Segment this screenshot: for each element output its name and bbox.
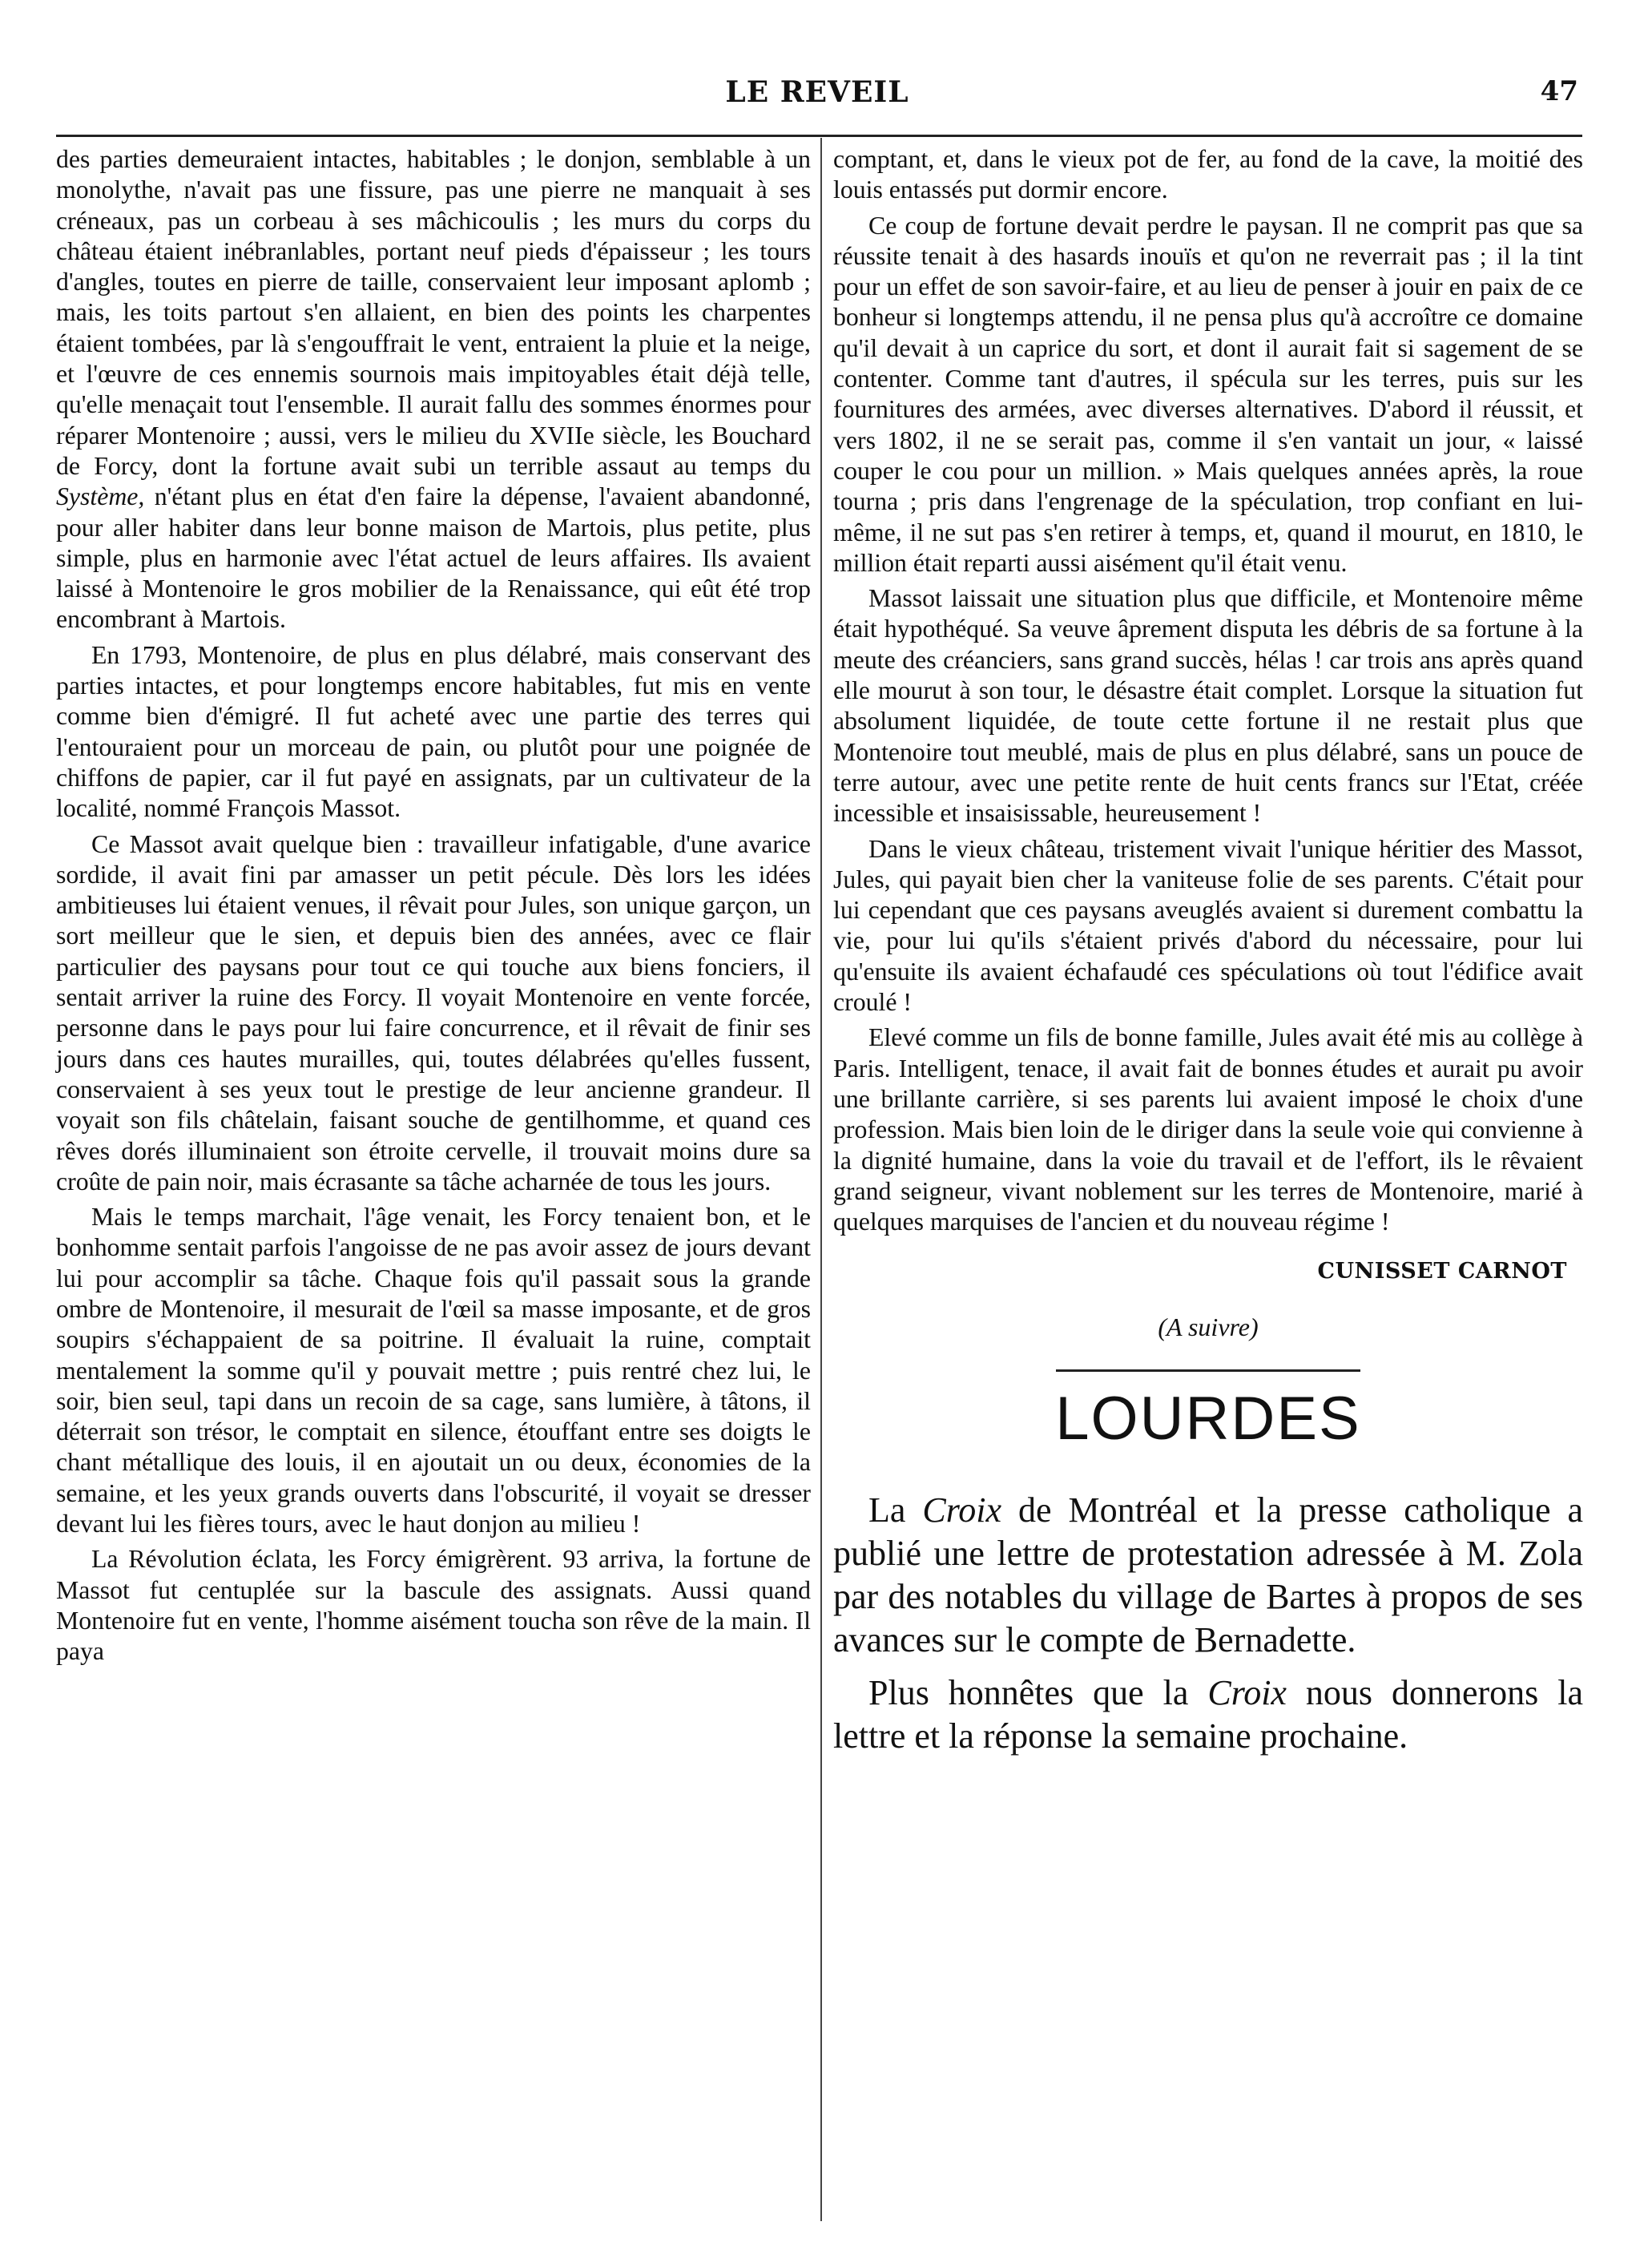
text-run: n'étant plus en état d'en faire la dépense, l'avaient abandonné, pour aller habiter dans leur bonne maison de Martois, plus petite, plus simple, plus en harmonie avec l'état actuel de leurs affaires. Ils avaient laissé à Montenoire le gros mobilier de la Renaissance, qui eût été trop encombrant à Martois. (56, 482, 812, 634)
italic-text: Système, (56, 482, 145, 511)
to-be-continued: (A suivre) (1158, 1312, 1259, 1341)
text-run: des parties demeuraient intactes, habitables ; le donjon, semblable à un monolythe, n'avait pas une fissure, pas une pierre ne manquait à ses créneaux, pas un corbeau à ses mâchicoulis ; les murs du corps du château étaient inébranlables, portant neuf pieds d'épaisseur ; les tours d'angles, toutes en pierre de taille, conservaient leur imposant aplomb ; mais, les toits partout s'en allaient, en bien des points les charpentes étaient tombées, par là s'engouffrait le vent, entraient la pluie et la neige, et l'œuvre de ces ennemis sournois mais impitoyables était déjà telle, qu'elle menaçait tout l'ensemble. Il aurait fallu des sommes énormes pour réparer Montenoire ; aussi, vers le milieu du XVIIe siècle, les Bouchard de Forcy, dont la fortune avait subi un terrible assaut au temps du (56, 145, 811, 480)
paragraph: La Révolution éclata, les Forcy émigrèrent. 93 arriva, la fortune de Massot fut centuplée sur la bascule des assignats. Aussi quand Montenoire fut en vente, l'homme aisément toucha son rêve de la main. Il paya (56, 1545, 811, 1666)
column-divider (820, 138, 822, 2221)
paragraph (833, 1671, 1583, 1758)
paragraph: Ce Massot avait quelque bien : travailleur infatigable, d'une avarice sordide, il avait fini par amasser un petit pécule. Dès lors les idées ambitieuses lui étaient venues, il rêvait pour Jules, son unique garçon, un sort meilleur que le sien, et depuis bien des années, avec ce flair particulier des paysans pour tout ce qui touche aux biens fonciers, il sentait arriver la ruine des Forcy. Il voyait Montenoire en vente forcée, personne dans le pays pour lui faire concurrence, et il rêvait de finir ses jours dans ces hautes murailles, qui, toutes délabrées qu'elles fussent, conservaient à ses yeux tout le prestige de leur ancienne grandeur. Il voyait son fils châtelain, faisant souche de gentilhomme, et quand ces rêves dorés illuminaient son étroite cervelle, il trouvait moins dure sa croûte de pain noir, mais écrasante sa tâche acharnée de tous les jours. (56, 829, 811, 1196)
italic-text: Croix (922, 1490, 1001, 1530)
paragraph: Massot laissait une situation plus que difficile, et Montenoire même était hypothéqué. Sa veuve âprement disputa les débris de sa fortune à la meute des créanciers, sans grand succès, hélas ! car trois ans après quand elle mourut à son tour, le désastre était complet. Lorsque la situation fut absolument liquidée, de toute cette fortune il ne restait plus que Montenoire tout meublé, mais de plus en plus délabré, sans un pouce de terre autour, avec une petite rente de huit cents francs sur l'Etat, créée incessible et insaisissable, heureusement ! (833, 584, 1583, 828)
italic-text: Croix (1207, 1672, 1287, 1712)
text-run: nous donnerons la lettre et la réponse la semaine prochaine. (833, 1672, 1584, 1756)
section-title: LOURDES (1055, 1384, 1361, 1453)
paragraph (56, 144, 811, 635)
page-header (56, 75, 1578, 123)
header-rule (56, 135, 1582, 137)
paragraph: Ce coup de fortune devait perdre le paysan. Il ne comprit pas que sa réussite tenait à des hasards inouïs et qu'on ne reverrait pas ; il la tint pour un effet de son savoir-faire, et au lieu de penser à jouir en paix de ce bonheur si longtemps attendu, il ne pensa plus qu'à accroître ce domaine qu'il devait à un caprice du sort, et dont il aurait fait si sagement de se contenter. Comme tant d'autres, il spécula sur les terres, puis sur les fournitures des armées, avec diverses alternatives. D'abord il réussit, et vers 1802, il ne se serait pas, comme il s'en vantait un jour, « laissé couper le cou pour un million. » Mais quelques années après, la roue tourna ; pris dans l'engrenage de la spéculation, trop confiant en lui-même, il ne sut pas s'en retirer à temps, et, quand il mourut, en 1810, le million était reparti aussi aisément qu'il était venu. (833, 211, 1583, 577)
paragraph (833, 1489, 1583, 1662)
paragraph: En 1793, Montenoire, de plus en plus délabré, mais conservant des parties intactes, et pour longtemps encore habitables, fut mis en vente comme bien d'émigré. Il fut acheté avec une partie des terres qui l'entouraient pour un morceau de pain, ou plutôt pour une poignée de chiffons de papier, car il fut payé en assignats, par un cultivateur de la localité, nommé François Massot. (56, 640, 811, 823)
lourdes-article (833, 1489, 1583, 1758)
section-rule (1056, 1369, 1360, 1372)
left-column (56, 144, 811, 1672)
page-number: 47 (1540, 75, 1578, 107)
text-run: Plus honnêtes que la (868, 1672, 1189, 1712)
paragraph: comptant, et, dans le vieux pot de fer, au fond de la cave, la moitié des louis entassés put dormir encore. (833, 145, 1583, 204)
text-run: La (868, 1490, 906, 1530)
paragraph: Elevé comme un fils de bonne famille, Jules avait été mis au collège à Paris. Intelligent, tenace, il avait fait de bonnes études et aurait pu avoir une brillante carrière, si ses parents lui avaient imposé le choix d'une profession. Mais bien loin de le diriger dans la seule voie qui convienne à la dignité humaine, dans la voie du travail et de l'effort, ils le rêvaient grand seigneur, vivant noblement sur les terres de Montenoire, marié à quelques marquises de l'ancien et du nouveau régime ! (833, 1023, 1583, 1236)
author-signature: CUNISSET CARNOT (1317, 1259, 1567, 1284)
right-column (833, 144, 1583, 1768)
paragraph: Mais le temps marchait, l'âge venait, les Forcy tenaient bon, et le bonhomme sentait parfois l'angoisse de ne pas avoir assez de jours devant lui pour accomplir sa tâche. Chaque fois qu'il passait sous la grande ombre de Montenoire, il mesurait de l'œil sa masse imposante, et de gros soupirs s'échappaient de sa poitrine. Il évaluait la ruine, comptait mentalement la somme qu'il y pouvait mettre ; puis rentré chez lui, le soir, bien seul, tapi dans un recoin de sa cage, sans lumière, à tâtons, il déterrait son trésor, le comptait en silence, étouffant entre ses doigts le chant métallique des louis, il en ajoutait un ou deux, économies de la semaine, et les yeux grands ouverts dans l'obscurité, il voyait se dresser devant lui les fières tours, avec le haut donjon au milieu ! (56, 1203, 811, 1538)
text-run: de Montréal et la presse catholique a publié une lettre de protestation adressée à M. Zola par des notables du village de Bartes à propos de ses avances sur le compte de Bernadette. (833, 1490, 1584, 1659)
running-title: LE REVEIL (725, 75, 909, 109)
paragraph: Dans le vieux château, tristement vivait l'unique héritier des Massot, Jules, qui payait bien cher la vaniteuse folie de ses parents. C'était pour lui cependant que ces paysans aveuglés avaient si durement combattu la vie, pour lui qu'ils s'étaient privés d'abord du nécessaire, pour lui qu'ensuite ils avaient échafaudé ces spéculations où tout l'édifice avait croulé ! (833, 834, 1583, 1017)
